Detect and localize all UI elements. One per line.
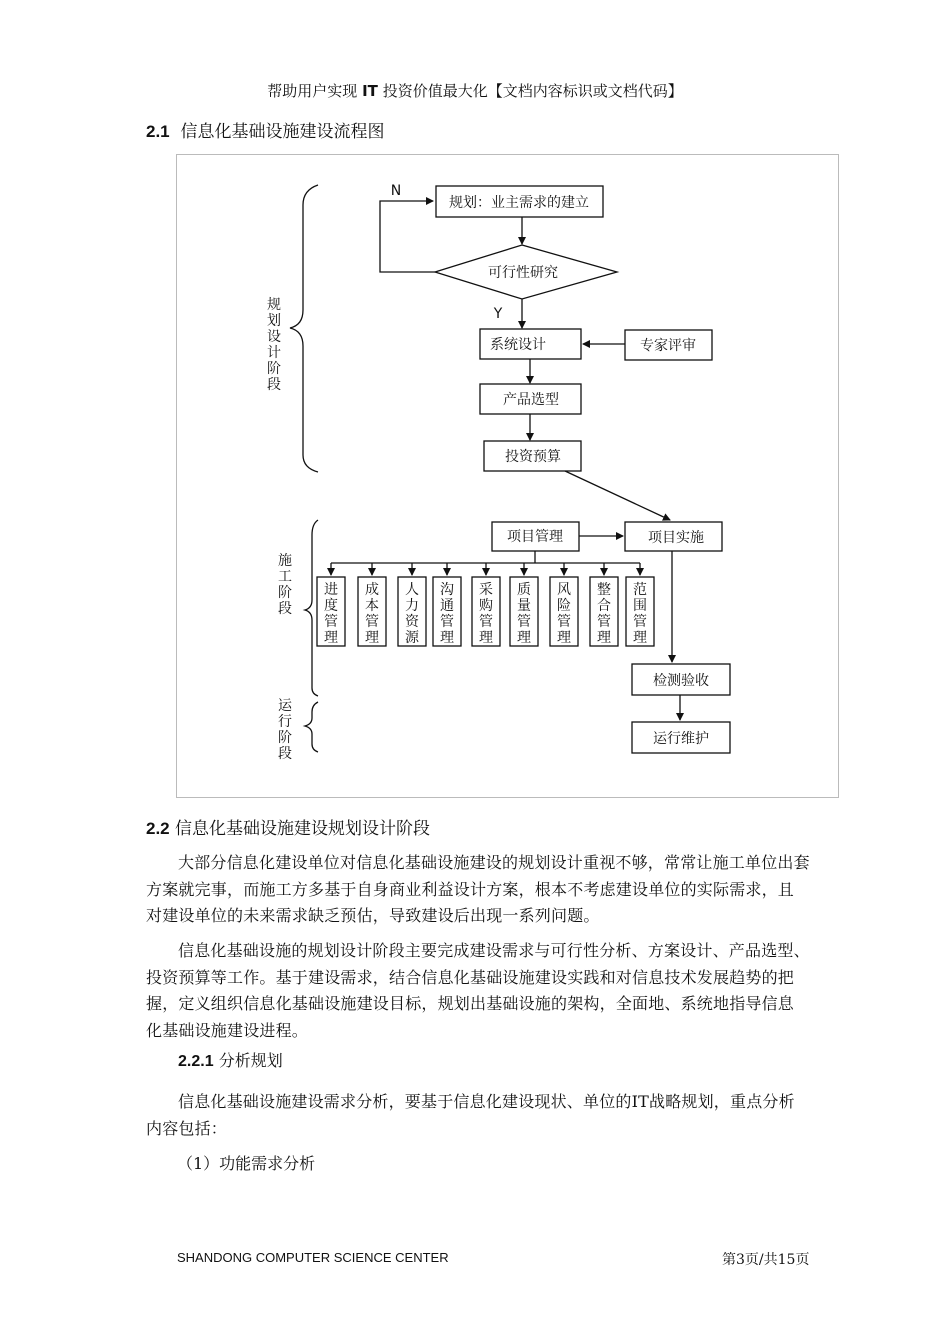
construction-stage-brace xyxy=(305,520,318,696)
stage-label-planning xyxy=(267,296,281,393)
budget-label: 投资预算 xyxy=(505,449,561,465)
product-selection-label: 产品选型 xyxy=(503,392,559,408)
section-number: 2.2.1 xyxy=(178,1053,214,1070)
section-heading-2-2 xyxy=(146,814,430,839)
section-title: 信息化基础设施建设规划设计阶段 xyxy=(175,819,431,839)
arrow-feas-no-loop xyxy=(380,201,435,272)
branch-yes-label: Y xyxy=(493,306,503,322)
section-title: 分析规划 xyxy=(218,1051,283,1070)
stage-label-construction xyxy=(278,553,292,617)
management-item-label: 整合管理 xyxy=(597,582,611,646)
section-heading-2-2-1 xyxy=(178,1048,283,1071)
arrow-budget-to-implementation xyxy=(565,471,670,520)
stage-label-operation xyxy=(278,698,293,762)
management-item-label: 沟通管理 xyxy=(440,582,454,646)
stage-planning-text: 规划设计阶段 xyxy=(267,297,281,393)
management-item-labels xyxy=(324,581,647,646)
stage-operation-text: 运行阶段 xyxy=(278,698,292,762)
inspection-label: 检测验收 xyxy=(653,673,709,689)
requirements-label: 规划：业主需求的建立 xyxy=(449,195,589,211)
branch-no-label: N xyxy=(390,183,402,199)
project-implementation-label: 项目实施 xyxy=(648,530,704,546)
system-design-label: 系统设计 xyxy=(490,337,546,353)
footer-org: SHANDONG COMPUTER SCIENCE CENTER xyxy=(177,1250,449,1265)
expert-review-label: 专家评审 xyxy=(640,338,696,354)
header-text-before: 帮助用户实现 xyxy=(267,82,358,100)
header-text-bold: IT xyxy=(362,82,378,100)
header-text-after: 投资价值最大化【文档内容标识或文档代码】 xyxy=(382,82,683,100)
management-item-label: 成本管理 xyxy=(365,582,379,646)
paragraph-1: 大部分信息化建设单位对信息化基础设施建设的规划设计重视不够，常常让施工单位出套方案就完事，而施工方多基于自身商业利益设计方案，根本不考虑建设单位的实际需求，且对建设单位的未来需求缺乏预估，导致建设后出现一系列问题。 xyxy=(146,853,810,925)
section-number: 2.2 xyxy=(146,819,170,838)
management-item-label: 风险管理 xyxy=(557,582,571,646)
paragraph-2: 信息化基础设施的规划设计阶段主要完成建设需求与可行性分析、方案设计、产品选型、投资预算等工作。基于建设需求，结合信息化基础设施建设实践和对信息技术发展趋势的把握，定义组织信息化基础设施建设目标，规划出基础设施的架构，全面地、系统地指导信息化基础设施建设进程。 xyxy=(146,941,810,1040)
operation-stage-brace xyxy=(305,702,318,752)
paragraph-3: 信息化基础设施建设需求分析，要基于信息化建设现状、单位的IT战略规划，重点分析内容包括： xyxy=(146,1092,795,1138)
management-item-label: 质量管理 xyxy=(517,582,531,646)
section-number: 2.1 xyxy=(146,122,170,141)
list-item-1: （1）功能需求分析 xyxy=(177,1154,316,1173)
management-item-label: 进度管理 xyxy=(324,582,338,646)
management-item-label: 范围管理 xyxy=(633,582,647,646)
feasibility-label: 可行性研究 xyxy=(488,265,558,281)
management-item-label: 人力资源 xyxy=(405,582,419,646)
management-item-label: 采购管理 xyxy=(479,582,493,646)
stage-construction-text: 施工阶段 xyxy=(278,553,292,617)
footer-page-number: 第3页/共15页 xyxy=(722,1252,810,1268)
maintenance-label: 运行维护 xyxy=(653,731,709,747)
planning-stage-brace xyxy=(290,185,318,472)
project-management-label: 项目管理 xyxy=(507,529,563,545)
section-title: 信息化基础设施建设流程图 xyxy=(180,122,385,142)
